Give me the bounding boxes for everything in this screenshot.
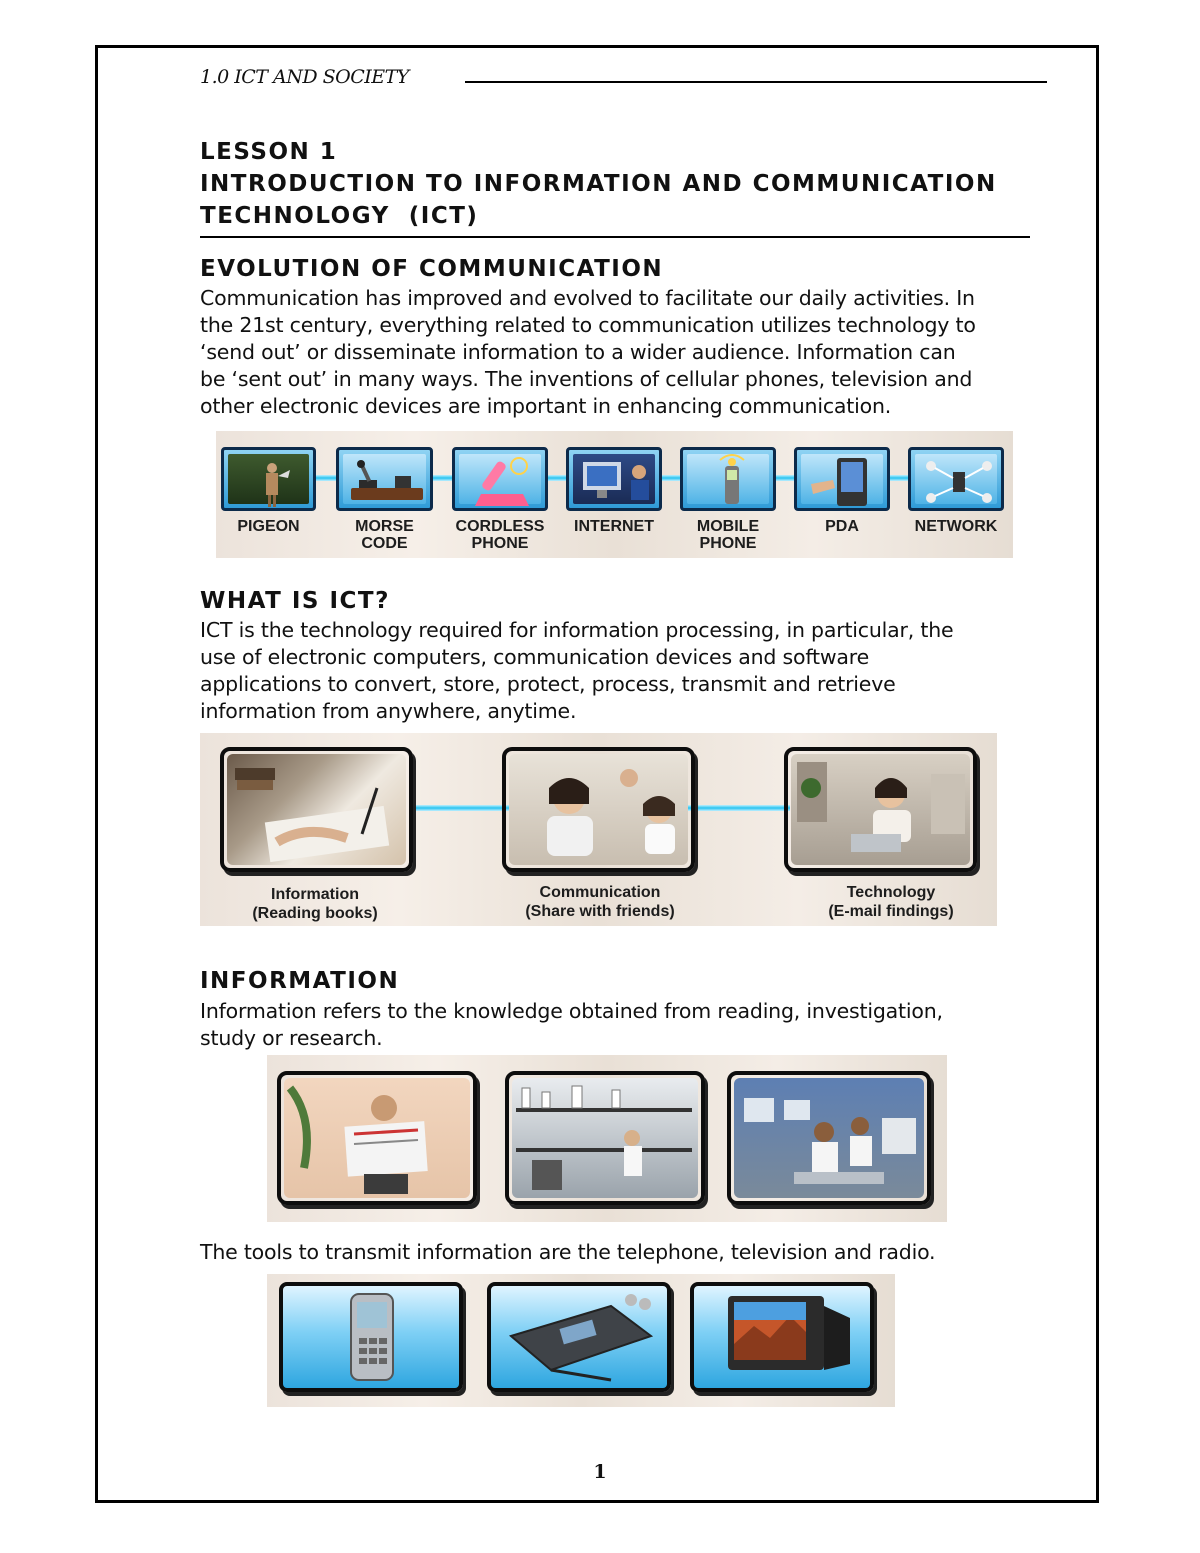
evolution-paragraph xyxy=(200,285,1080,420)
header-rule xyxy=(465,81,1047,83)
reading-icon xyxy=(227,754,406,865)
tools-paragraph xyxy=(200,1239,1080,1266)
page-number: 1 xyxy=(593,1461,607,1483)
timeline-tile-pigeon xyxy=(221,447,316,511)
timeline-label: CORDLESS PHONE xyxy=(455,518,545,552)
evolution-timeline-banner xyxy=(216,431,1013,558)
information-photos-banner xyxy=(267,1055,947,1222)
panel-caption-information: Information (Reading books) xyxy=(252,886,378,922)
lesson-title-line-1: INTRODUCTION TO INFORMATION AND COMMUNICATION xyxy=(200,171,997,197)
timeline-label: PDA xyxy=(825,518,859,535)
laboratory-icon xyxy=(512,1078,698,1198)
laptop-user-icon xyxy=(791,754,970,865)
newspaper-photo xyxy=(277,1071,477,1205)
information-paragraph xyxy=(200,998,1080,1052)
timeline-label: INTERNET xyxy=(574,518,654,535)
panel-caption-technology: Technology (E-mail findings) xyxy=(828,884,954,920)
network-icon xyxy=(915,454,997,504)
mobile-phone-icon xyxy=(687,454,769,504)
evolution-line: be ‘sent out’ in many ways. The inventions of cellular phones, television and xyxy=(200,367,973,391)
newspaper-reader-icon xyxy=(284,1078,470,1198)
evolution-line: the 21st century, everything related to communication utilizes technology to xyxy=(200,313,976,337)
sharing-friends-photo xyxy=(502,747,695,872)
radio-player-icon xyxy=(491,1286,667,1388)
lesson-title-line-2: TECHNOLOGY (ICT) xyxy=(200,203,479,229)
tool-television xyxy=(690,1282,874,1392)
laboratory-photo xyxy=(505,1071,705,1205)
what-is-ict-paragraph xyxy=(200,617,1080,725)
timeline-tile-pda xyxy=(794,447,890,511)
timeline-label: NETWORK xyxy=(914,518,998,535)
timeline-tile-network xyxy=(908,447,1004,511)
information-line: Information refers to the knowledge obtained from reading, investigation, xyxy=(200,999,943,1023)
computer-icon xyxy=(573,454,655,504)
timeline-tile-mobile-phone xyxy=(680,447,776,511)
information-line: study or research. xyxy=(200,1026,383,1050)
timeline-tile-internet xyxy=(566,447,662,511)
lesson-number: LESSON 1 xyxy=(200,139,338,165)
evolution-heading: EVOLUTION OF COMMUNICATION xyxy=(200,256,664,282)
timeline-tile-cordless-phone xyxy=(452,447,548,511)
reading-books-photo xyxy=(220,747,413,872)
pda-icon xyxy=(801,454,883,504)
lesson-title xyxy=(200,136,1080,232)
panel-caption-communication: Communication (Share with friends) xyxy=(525,884,675,920)
what-is-ict-heading: WHAT IS ICT? xyxy=(200,588,390,614)
tool-radio xyxy=(487,1282,671,1392)
tools-banner xyxy=(267,1274,895,1407)
ict-panels-banner xyxy=(200,733,997,926)
telegraph-icon xyxy=(343,454,426,504)
cordless-phone-icon xyxy=(459,454,541,504)
timeline-label: MORSE CODE xyxy=(355,518,414,552)
timeline-label: MOBILE PHONE xyxy=(696,518,760,552)
running-header: 1.0 ICT AND SOCIETY xyxy=(200,66,409,88)
evolution-line: Communication has improved and evolved to facilitate our daily activities. In xyxy=(200,286,975,310)
television-icon xyxy=(694,1286,870,1388)
pigeon-icon xyxy=(228,454,309,504)
evolution-line: ‘send out’ or disseminate information to a wider audience. Information can xyxy=(200,340,956,364)
information-heading: INFORMATION xyxy=(200,968,400,994)
mobile-phone-icon xyxy=(283,1286,459,1388)
what-is-ict-line: applications to convert, store, protect, process, transmit and retrieve xyxy=(200,672,896,696)
timeline-label: PIGEON xyxy=(237,518,300,535)
timeline-tile-morse-code xyxy=(336,447,433,511)
email-findings-photo xyxy=(784,747,977,872)
lesson-rule xyxy=(200,236,1030,238)
what-is-ict-line: use of electronic computers, communication devices and software xyxy=(200,645,869,669)
what-is-ict-line: ICT is the technology required for information processing, in particular, the xyxy=(200,618,954,642)
computer-lab-photo xyxy=(727,1071,931,1205)
computer-lab-icon xyxy=(734,1078,924,1198)
tool-telephone xyxy=(279,1282,463,1392)
tools-line: The tools to transmit information are the telephone, television and radio. xyxy=(200,1240,936,1264)
evolution-line: other electronic devices are important in enhancing communication. xyxy=(200,394,892,418)
what-is-ict-line: information from anywhere, anytime. xyxy=(200,699,577,723)
students-icon xyxy=(509,754,688,865)
